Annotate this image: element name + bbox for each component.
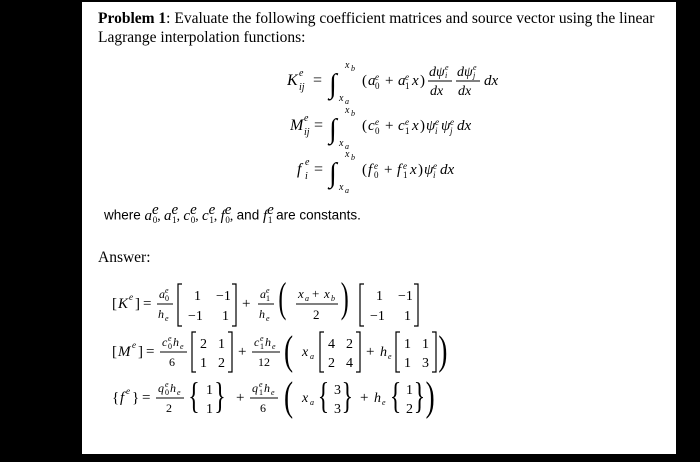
svg-text:e: e (177, 388, 181, 397)
svg-text:c: c (162, 335, 168, 349)
svg-text:e: e (266, 286, 270, 295)
svg-text:2: 2 (346, 337, 353, 352)
svg-text:e: e (473, 63, 477, 72)
svg-text:x: x (298, 286, 304, 301)
svg-text:x: x (345, 105, 350, 116)
svg-text:2: 2 (328, 356, 335, 371)
svg-text:x: x (339, 182, 344, 193)
svg-text:1: 1 (200, 356, 207, 371)
svg-text:e: e (165, 286, 169, 295)
svg-text:a: a (345, 186, 349, 195)
svg-text:e: e (260, 334, 264, 343)
constant-symbols: $a^e_0$, $a^e_1$, $c^e_0$, $c^e_1$, $f^e_0$, (144, 202, 237, 226)
svg-text:e: e (374, 161, 378, 171)
svg-text:}: } (214, 374, 226, 417)
svg-text:dx: dx (484, 73, 499, 89)
svg-text:ij: ij (304, 127, 310, 138)
svg-text:2: 2 (218, 356, 225, 371)
svg-text:(: ( (284, 328, 294, 374)
svg-text:}: } (341, 374, 354, 417)
constants-note (104, 202, 361, 225)
svg-text:1: 1 (405, 126, 410, 136)
svg-text:=: = (314, 117, 324, 134)
svg-text:+: + (242, 296, 251, 312)
svg-text:1: 1 (206, 383, 213, 398)
svg-text:+: + (385, 73, 394, 89)
svg-text:6: 6 (169, 355, 175, 369)
svg-text:0: 0 (168, 342, 172, 351)
svg-text:4: 4 (346, 356, 353, 371)
svg-text:M: M (118, 344, 131, 360)
svg-text:{: { (389, 374, 402, 417)
svg-text:e: e (168, 334, 172, 343)
svg-text:e: e (445, 63, 449, 72)
svg-text:∫: ∫ (329, 114, 337, 145)
svg-text:1: 1 (404, 309, 411, 324)
svg-text:−1: −1 (398, 289, 413, 304)
svg-text:e: e (433, 161, 437, 171)
answer-m (112, 328, 572, 376)
svg-text:[: [ (112, 296, 117, 312)
svg-text:(: ( (362, 162, 367, 178)
svg-text:i: i (435, 126, 438, 136)
svg-text:1: 1 (422, 337, 429, 352)
where-and: and (236, 207, 260, 223)
svg-text:i: i (305, 171, 308, 182)
problem-label: Problem 1 (98, 10, 167, 27)
svg-text:c: c (368, 118, 375, 134)
answer-label: Answer: (98, 249, 151, 266)
svg-text:x: x (339, 93, 344, 104)
svg-text:+: + (238, 344, 247, 360)
svg-text:dψ: dψ (457, 65, 473, 80)
svg-text:=: = (314, 161, 324, 178)
svg-text:h: h (380, 345, 387, 360)
svg-text:x: x (302, 345, 309, 360)
svg-text:{: { (317, 374, 330, 417)
svg-text:): ) (418, 162, 423, 178)
svg-text:ψ: ψ (426, 118, 436, 134)
svg-text:e: e (126, 386, 130, 396)
svg-text:f: f (368, 162, 373, 178)
svg-text:0: 0 (165, 294, 169, 303)
svg-text:i: i (433, 170, 436, 180)
svg-text:2: 2 (166, 401, 172, 415)
svg-text:e: e (272, 342, 276, 351)
svg-text:e: e (299, 68, 304, 79)
svg-text:a: a (310, 352, 314, 361)
svg-text:e: e (271, 388, 275, 397)
svg-text:+: + (236, 390, 245, 406)
svg-text:6: 6 (260, 401, 266, 415)
svg-text:1: 1 (222, 309, 229, 324)
svg-text:e: e (304, 113, 309, 124)
svg-text:1: 1 (403, 170, 408, 180)
svg-text:4: 4 (328, 337, 335, 352)
svg-text:e: e (375, 117, 379, 127)
svg-text:(: ( (362, 73, 367, 89)
svg-text:e: e (165, 380, 169, 389)
svg-text:(: ( (278, 278, 287, 322)
svg-text:e: e (165, 314, 169, 323)
svg-text:=: = (313, 72, 323, 89)
svg-text:[: [ (112, 344, 117, 360)
svg-text:K: K (287, 72, 298, 89)
svg-text:1: 1 (405, 81, 410, 91)
svg-text:(: ( (284, 374, 294, 420)
svg-text:−1: −1 (370, 309, 385, 324)
svg-text:h: h (265, 335, 271, 349)
svg-text:dx: dx (440, 162, 455, 178)
svg-text:a: a (368, 73, 376, 89)
where-prefix: where (104, 207, 141, 223)
svg-text:M: M (290, 117, 304, 134)
equation-k (287, 57, 577, 105)
svg-text:h: h (173, 335, 179, 349)
svg-text:dx: dx (458, 84, 472, 99)
svg-text:−1: −1 (216, 289, 231, 304)
svg-text:1: 1 (404, 356, 411, 371)
svg-text:e: e (259, 380, 263, 389)
svg-text:b: b (351, 109, 355, 118)
svg-text:x: x (302, 391, 309, 406)
svg-text:]: ] (135, 296, 140, 312)
svg-text:+: + (385, 118, 394, 134)
svg-text:b: b (351, 153, 355, 162)
svg-text:x: x (412, 73, 419, 89)
svg-text:]: ] (138, 344, 143, 360)
svg-text:e: e (129, 292, 133, 302)
svg-text:f: f (297, 161, 302, 178)
svg-text:b: b (351, 64, 355, 73)
svg-text:f: f (120, 390, 125, 406)
svg-text:j: j (473, 71, 476, 80)
svg-text:x: x (412, 118, 419, 134)
svg-text:e: e (405, 117, 409, 127)
svg-text:K: K (118, 296, 129, 312)
svg-text:+: + (360, 390, 369, 406)
svg-text:ij: ij (299, 82, 305, 93)
svg-text:e: e (405, 72, 409, 82)
svg-text:h: h (264, 381, 270, 395)
svg-text:+: + (312, 286, 320, 301)
svg-text:3: 3 (334, 383, 341, 398)
svg-text:e: e (180, 342, 184, 351)
svg-text:x: x (345, 149, 350, 160)
svg-text:1: 1 (404, 337, 411, 352)
svg-text:=: = (146, 344, 155, 360)
svg-text:x: x (345, 60, 350, 71)
svg-text:+: + (366, 344, 375, 360)
svg-text:): ) (340, 278, 349, 322)
svg-text:q: q (252, 381, 258, 395)
svg-text:e: e (132, 340, 136, 350)
svg-text:∫: ∫ (329, 69, 337, 100)
svg-text:a: a (260, 287, 266, 301)
svg-text:dψ: dψ (429, 65, 445, 80)
svg-text:∫: ∫ (329, 158, 337, 189)
svg-text:a: a (310, 398, 314, 407)
svg-text:a: a (345, 97, 349, 105)
svg-text:2: 2 (200, 337, 207, 352)
svg-text:h: h (158, 307, 164, 321)
svg-text:): ) (420, 118, 425, 134)
svg-text:(: ( (362, 118, 367, 134)
problem-text: : Evaluate the following coefficient matrices and source vector using the linear Lagrange interpolation functions: (98, 10, 655, 46)
svg-text:c: c (398, 118, 405, 134)
svg-text:{: { (188, 374, 200, 417)
svg-text:0: 0 (375, 126, 380, 136)
svg-text:=: = (143, 296, 152, 312)
svg-text:{: { (112, 390, 120, 406)
svg-text:e: e (266, 314, 270, 323)
svg-text:h: h (170, 381, 176, 395)
svg-text:ψ: ψ (441, 118, 451, 134)
svg-text:e: e (403, 161, 407, 171)
svg-text:i: i (445, 71, 448, 80)
svg-text:e: e (375, 72, 379, 82)
svg-text:12: 12 (258, 355, 270, 369)
equation-f (297, 147, 527, 195)
svg-text:e: e (388, 352, 392, 361)
svg-text:−1: −1 (188, 309, 203, 324)
svg-text:a: a (305, 294, 309, 303)
svg-text:3: 3 (422, 356, 429, 371)
svg-text:}: } (413, 374, 426, 417)
svg-text:h: h (259, 307, 265, 321)
problem-statement (98, 9, 668, 47)
svg-text:1: 1 (266, 294, 270, 303)
svg-text:+: + (384, 162, 393, 178)
svg-text:1: 1 (218, 337, 225, 352)
document-page (82, 2, 676, 454)
svg-text:b: b (331, 294, 335, 303)
svg-text:e: e (435, 117, 439, 127)
svg-text:q: q (158, 381, 164, 395)
svg-text:=: = (142, 390, 151, 406)
svg-text:h: h (374, 391, 381, 406)
answer-k (112, 278, 532, 330)
svg-text:0: 0 (165, 388, 169, 397)
svg-text:): ) (425, 374, 435, 420)
svg-text:ψ: ψ (424, 162, 434, 178)
svg-text:a: a (159, 287, 165, 301)
svg-text:2: 2 (406, 402, 413, 417)
equation-m (290, 103, 540, 151)
svg-text:0: 0 (375, 81, 380, 91)
svg-text:x: x (339, 138, 344, 149)
svg-text:dx: dx (457, 118, 472, 134)
answer-f (112, 374, 572, 422)
svg-text:j: j (450, 126, 453, 136)
svg-text:dx: dx (430, 84, 444, 99)
svg-text:x: x (410, 162, 417, 178)
svg-text:x: x (324, 286, 330, 301)
svg-text:1: 1 (376, 289, 383, 304)
svg-text:1: 1 (406, 383, 413, 398)
svg-text:1: 1 (206, 402, 213, 417)
svg-text:f: f (397, 162, 402, 178)
svg-text:): ) (438, 328, 448, 374)
svg-text:e: e (382, 398, 386, 407)
svg-text:2: 2 (313, 307, 320, 322)
svg-text:a: a (345, 142, 349, 151)
svg-text:1: 1 (259, 388, 263, 397)
svg-text:e: e (450, 117, 454, 127)
svg-text:3: 3 (334, 402, 341, 417)
constant-f1: $f^e_1$ (262, 202, 274, 226)
svg-text:}: } (132, 390, 140, 406)
svg-text:e: e (305, 157, 310, 168)
svg-text:): ) (420, 73, 425, 89)
svg-text:0: 0 (374, 170, 379, 180)
svg-text:1: 1 (194, 289, 201, 304)
svg-text:c: c (254, 335, 260, 349)
svg-text:a: a (398, 73, 406, 89)
where-suffix: are constants. (276, 207, 361, 223)
svg-text:1: 1 (260, 342, 264, 351)
